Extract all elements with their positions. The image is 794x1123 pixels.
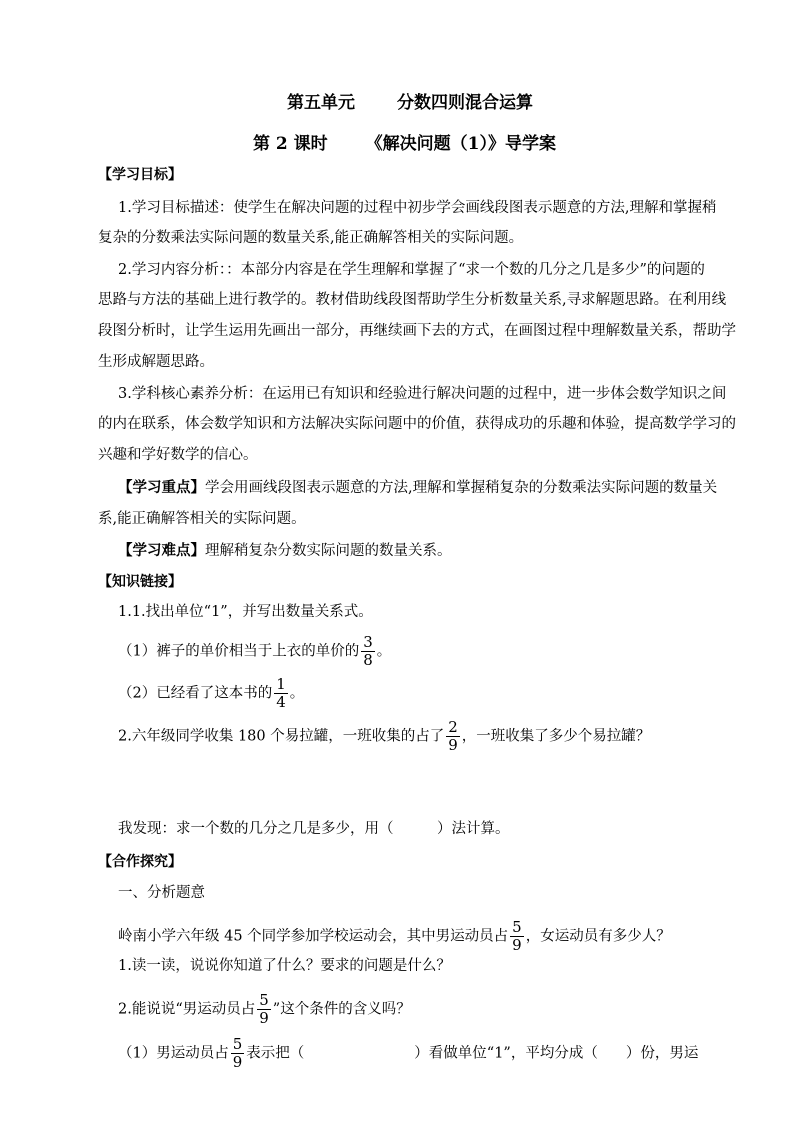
difficulty-text: 理解稍复杂分数实际问题的数量关系。 <box>205 543 452 559</box>
link-finding: 我发现：求一个数的几分之几是多少，用（ ）法计算。 <box>118 821 510 837</box>
goals-p1-line2: 复杂的分数乘法实际问题的数量关系,能正确解答相关的实际问题。 <box>98 230 524 246</box>
goals-p1-line1: 1.学习目标描述：使学生在解决问题的过程中初步学会画线段图表示题意的方法,理解和掌握稍 <box>118 200 717 216</box>
goals-p2-line3: 段图分析时，让学生运用先画出一部分，再继续画下去的方式，在画图过程中理解数量关系，帮助学 <box>98 323 736 339</box>
coop-problem: 岭南小学六年级 45 个同学参加学校运动会，其中男运动员占 $\frac{5}{9}$ ，女运动员有多少人？ <box>118 918 671 954</box>
lesson-name: 《解决问题（1）》导学案 <box>365 134 556 154</box>
coop-problem-text: 岭南小学六年级 45 个同学参加学校运动会，其中男运动员占 <box>118 928 509 945</box>
goals-p3-line2: 的内在联系，体会数学知识和方法解决实际问题中的价值，获得成功的乐趣和体验，提高数学学习的 <box>98 416 736 432</box>
link-q1b: （2）已经看了这本书的 $\frac{1}{4}$ 。 <box>118 675 305 711</box>
coop-step-3-text: （1）男运动员占 <box>118 1045 229 1062</box>
link-q1a: （1）裤子的单价相当于上衣的单价的 $\frac{3}{8}$ 。 <box>118 633 392 669</box>
coop-heading-1: 一、分析题意 <box>118 885 205 901</box>
fraction: $\frac{2}{9}$ <box>448 718 458 754</box>
coop-step-1: 1.读一读，说说你知道了什么？要求的问题是什么？ <box>118 958 451 974</box>
section-goals-heading: 【学习目标】 <box>98 167 182 183</box>
goals-p2-line4: 生形成解题思路。 <box>98 354 214 370</box>
link-q1: 1.1.找出单位“1”，并写出数量关系式。 <box>118 604 373 620</box>
link-q2-text: 2.六年级同学收集 180 个易拉罐，一班收集的占了 <box>118 728 445 745</box>
key-point <box>118 478 717 498</box>
link-q1b-text: （2）已经看了这本书的 <box>118 685 273 702</box>
key-point-text: 学会用画线段图表示题意的方法,理解和掌握稍复杂的分数乘法实际问题的数量关 <box>205 480 718 496</box>
fraction: $\frac{1}{4}$ <box>276 675 286 711</box>
fraction: $\frac{5}{9}$ <box>512 918 522 954</box>
goals-p2-line2: 思路与方法的基础上进行教学的。教材借助线段图帮助学生分析数量关系,寻求解题思路。在利用线 <box>98 292 727 308</box>
difficulty <box>118 541 452 561</box>
fraction: $\frac{3}{8}$ <box>363 633 373 669</box>
difficulty-label: 【学习难点】 <box>118 542 205 559</box>
lesson-number: 第 2 课时 <box>253 134 328 154</box>
section-coop-heading: 【合作探究】 <box>98 854 182 870</box>
goals-p3-line3: 兴趣和学好数学的信心。 <box>98 447 258 463</box>
link-q1a-text: （1）裤子的单价相当于上衣的单价的 <box>118 643 360 660</box>
key-point-line2: 系,能正确解答相关的实际问题。 <box>98 511 306 527</box>
link-q2: 2.六年级同学收集 180 个易拉罐，一班收集的占了 $\frac{2}{9}$ ，一班收集了多少个易拉罐？ <box>118 718 651 754</box>
unit-name: 分数四则混合运算 <box>397 93 533 113</box>
unit-number: 第五单元 <box>287 93 355 113</box>
key-point-label: 【学习重点】 <box>118 479 205 496</box>
coop-step-2: 2.能说说“男运动员占 $\frac{5}{9}$ ”这个条件的含义吗？ <box>118 991 411 1027</box>
goals-p3-line1: 3.学科核心素养分析：在运用已有知识和经验进行解决问题的过程中，进一步体会数学知识之间 <box>118 386 727 402</box>
coop-step-2-text: 2.能说说“男运动员占 <box>118 1001 256 1018</box>
section-link-heading: 【知识链接】 <box>98 574 182 590</box>
unit-title <box>287 88 533 113</box>
coop-step-3: （1）男运动员占 $\frac{5}{9}$ 表示把（ ）看做单位“1”，平均分成（ ）份，男运 <box>118 1035 699 1071</box>
goals-p2-line1: 2.学习内容分析：：本部分内容是在学生理解和掌握了“求一个数的几分之几是多少”的问题的 <box>118 262 705 278</box>
fraction: $\frac{5}{9}$ <box>259 991 269 1027</box>
fraction: $\frac{5}{9}$ <box>232 1035 243 1071</box>
lesson-title <box>253 129 556 154</box>
